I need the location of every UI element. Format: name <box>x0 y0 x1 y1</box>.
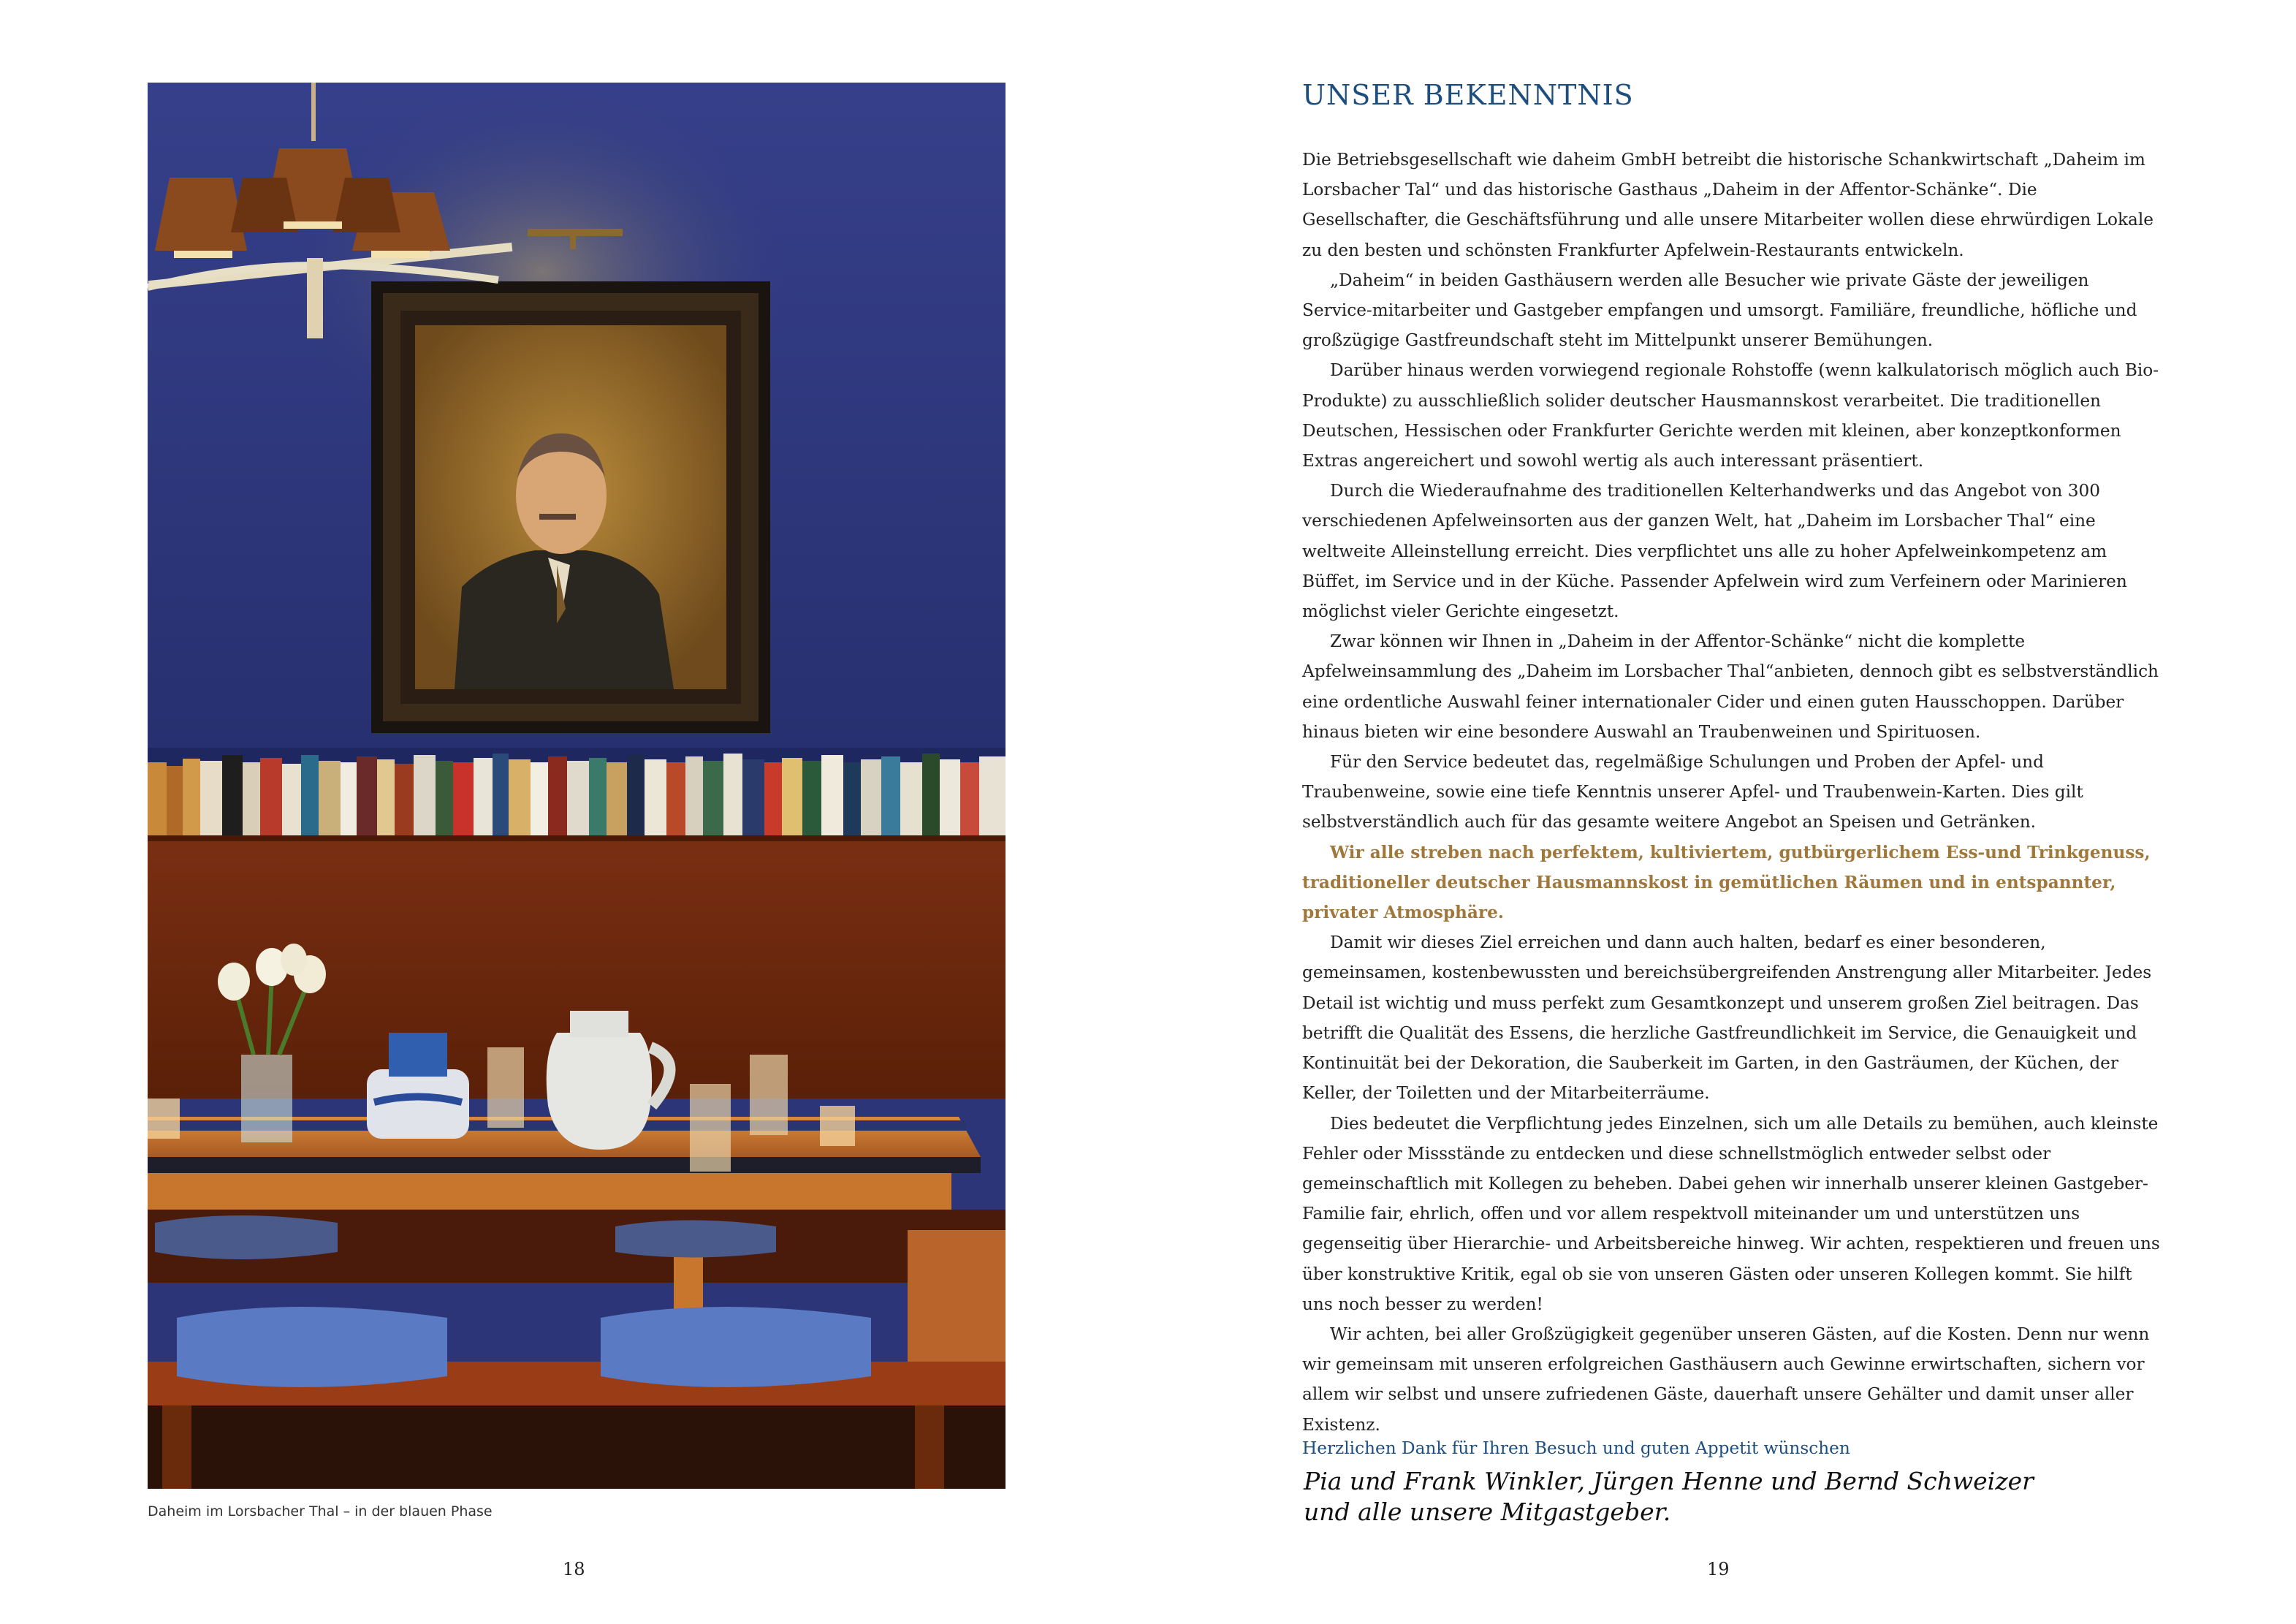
photo-illustration <box>148 83 1006 1489</box>
thanks-line: Herzlichen Dank für Ihren Besuch und guten Appetit wünschen <box>1302 1438 1850 1458</box>
paragraph-8: Damit wir dieses Ziel erreichen und dann auch halten, bedarf es einer besonderen, gemeinsamen, kostenbewussten und bereichsübergreifenden Anstrengung aller Mitarbeiter. Jedes Detail ist wichtig und muss perfekt zum Gesamtkonzept und unserem großen Ziel beitragen. Das betrifft die Qualität des Essens, die herzliche Gastfreundlichkeit im Service, die Genauigkeit und Kontinuität bei der Dekoration, die Sauberkeit im Garten, in den Gasträumen, der Küchen, der Keller, der Toiletten und der Mitarbeiterräume. <box>1302 933 2152 1104</box>
paragraph-9: Dies bedeutet die Verpflichtung jedes Einzelnen, sich um alle Details zu bemühen, auch kleinste Fehler oder Missstände zu entdecken und diese schnellstmöglich entweder selbst oder gemeinschaftlich mit Kollegen zu beheben. Dabei gehen wir innerhalb unserer kleinen Gastgeber-Familie fair, ehrlich, offen und vor allem respektvoll miteinander um und unterstützen uns gegenseitig über Hierarchie- und Arbeitsbereiche hinweg. Wir achten, respektieren und freuen uns über konstruktive Kritik, egal ob sie von unseren Gästen oder unseren Kollegen kommt. Sie hilft uns noch besser zu werden! <box>1302 1113 2160 1314</box>
signature-line-2: und alle unsere Mitgastgeber. <box>1304 1498 1671 1526</box>
body-text <box>1302 145 2163 1440</box>
emphasis-paragraph: Wir alle streben nach perfektem, kultiviertem, gutbürgerlichem Ess-und Trinkgenuss, traditioneller deutscher Hausmannskost in gemütlichen Räumen und in entspannter, privater Atmosphäre. <box>1302 842 2151 923</box>
page-number-right: 19 <box>1707 1559 1730 1579</box>
signature-line-1: Pia und Frank Winkler, Jürgen Henne und Bernd Schweizer <box>1304 1467 2034 1495</box>
paragraph-4: Durch die Wiederaufnahme des traditionellen Kelterhandwerks und das Angebot von 300 verschiedenen Apfelweinsorten aus der ganzen Welt, hat „Daheim im Lorsbacher Thal“ eine weltweite Alleinstellung erreicht. Dies verpflichtet uns alle zu hoher Apfelweinkompetenz am Büffet, im Service und in der Küche. Passender Apfelwein wird zum Verfeinern oder Marinieren möglichst vieler Gerichte eingesetzt. <box>1302 481 2127 622</box>
photo-caption: Daheim im Lorsbacher Thal – in der blauen Phase <box>148 1503 493 1519</box>
paragraph-1: Die Betriebsgesellschaft wie daheim GmbH betreibt die historische Schankwirtschaft „Daheim im Lorsbacher Tal“ und das historische Gasthaus „Daheim in der Affentor-Schänke“. Die Gesellschafter, die Geschäftsführung und alle unsere Mitarbeiter wollen diese ehrwürdigen Lokale zu den besten und schönsten Frankfurter Apfelwein-Restaurants entwickeln. <box>1302 150 2154 260</box>
books <box>148 754 1006 835</box>
paragraph-6: Für den Service bedeutet das, regelmäßige Schulungen und Proben der Apfel- und Traubenweine, sowie eine tiefe Kenntnis unserer Apfel- und Traubenwein-Karten. Dies gilt selbstverständlich auch für das gesamte weitere Angebot an Speisen und Getränken. <box>1302 752 2083 832</box>
page-number-left: 18 <box>563 1559 585 1579</box>
paragraph-2: „Daheim“ in beiden Gasthäusern werden alle Besucher wie private Gäste der jeweiligen Service-mitarbeiter und Gastgeber empfangen und umsorgt. Familiäre, freundliche, höfliche und großzügige Gastfreundschaft steht im Mittelpunkt unserer Bemühungen. <box>1302 270 2137 351</box>
restaurant-interior-photo <box>148 83 1006 1489</box>
paragraph-3: Darüber hinaus werden vorwiegend regionale Rohstoffe (wenn kalkulatorisch möglich auch Bio-Produkte) zu ausschließlich solider deutscher Hausmannskost verarbeitet. Die traditionellen Deutschen, Hessischen oder Frankfurter Gerichte werden mit kleinen, aber konzeptkonformen Extras angereichert und sowohl wertig als auch interessant präsentiert. <box>1302 360 2159 471</box>
paragraph-10: Wir achten, bei aller Großzügigkeit gegenüber unseren Gästen, auf die Kosten. Denn nur wenn wir gemeinsam mit unseren erfolgreichen Gasthäusern auch Gewinne erwirtschaften, sichern vor allem wir selbst und unsere zufriedenen Gäste, dauerhaft unsere Gehälter und damit unser aller Existenz. <box>1302 1324 2150 1435</box>
page-heading: UNSER BEKENNTNIS <box>1302 79 1634 111</box>
paragraph-5: Zwar können wir Ihnen in „Daheim in der Affentor-Schänke“ nicht die komplette Apfelweinsammlung des „Daheim im Lorsbacher Thal“anbieten, dennoch gibt es selbstverständlich eine ordentliche Auswahl feiner internationaler Cider und einen guten Hausschoppen. Darüber hinaus bieten wir eine besondere Auswahl an Traubenweinen und Spirituosen. <box>1302 631 2159 742</box>
signature <box>1304 1466 2034 1528</box>
